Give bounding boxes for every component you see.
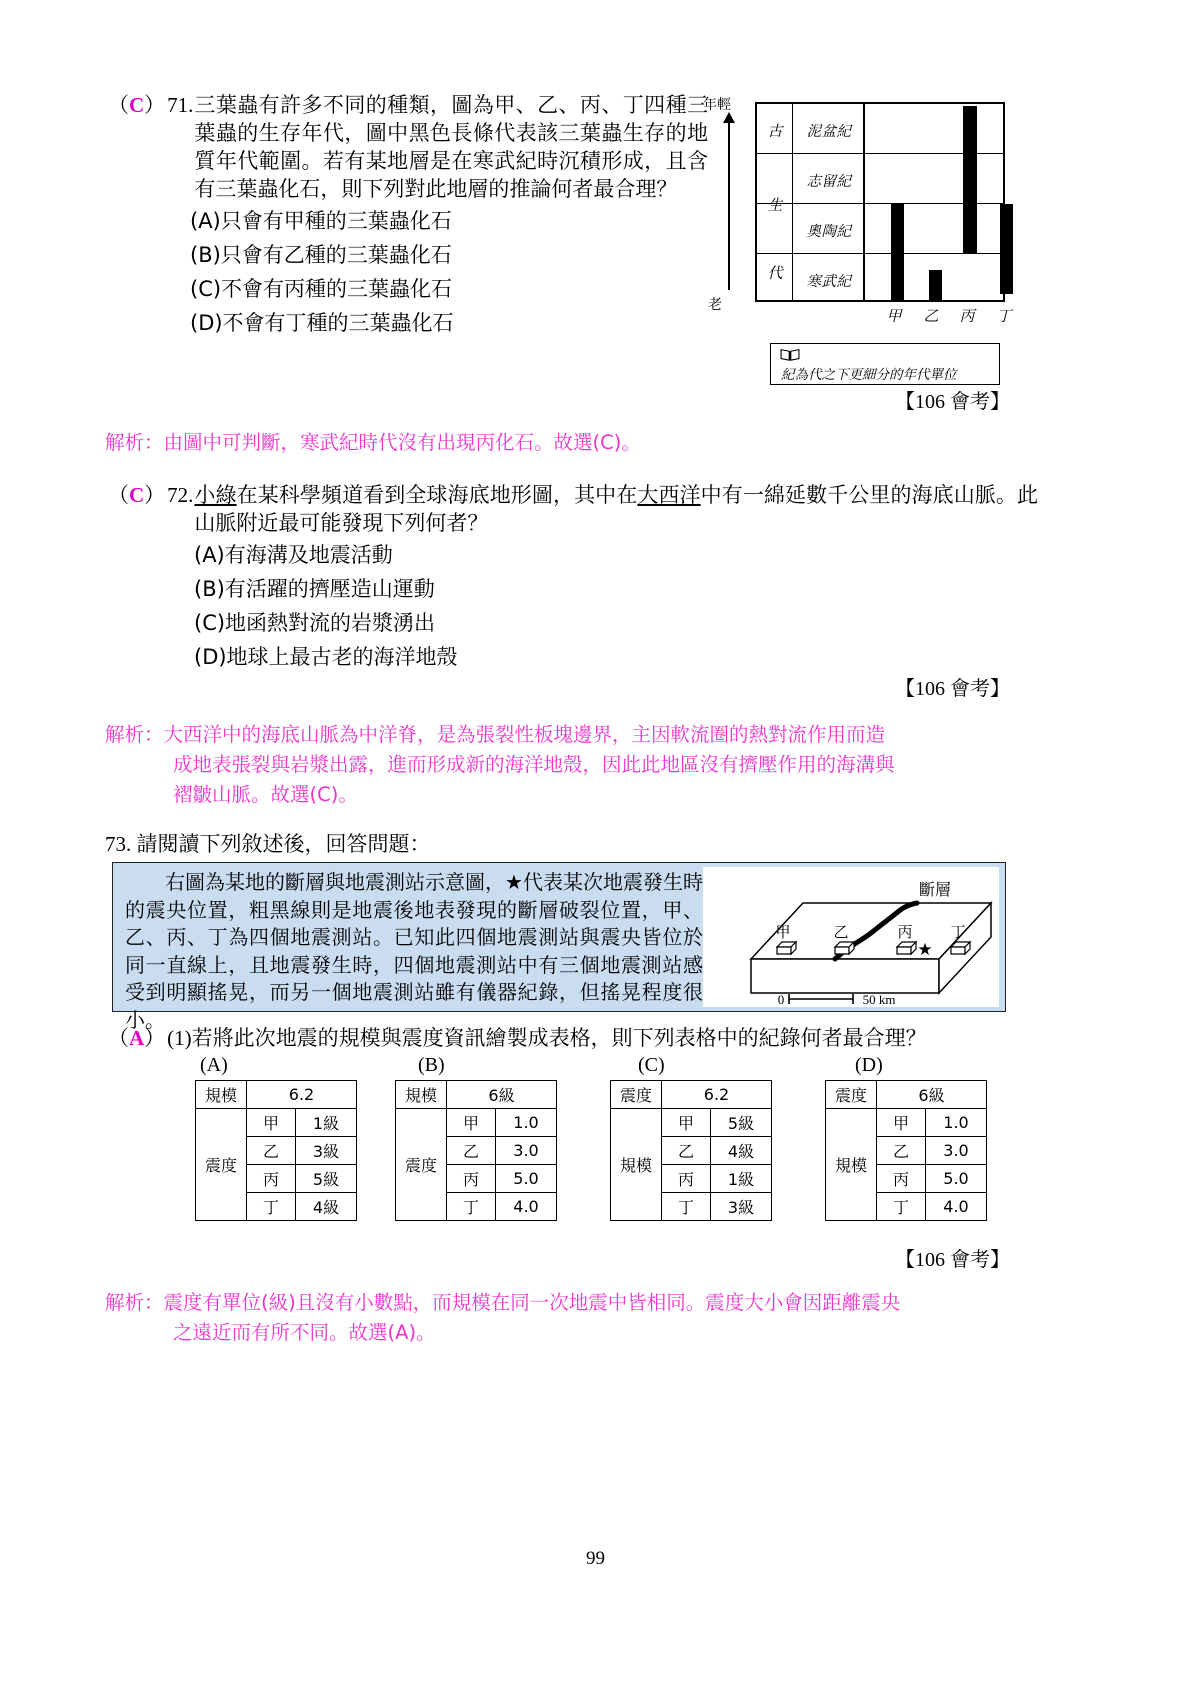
table-c-station-1: 甲: [662, 1109, 711, 1137]
table-b-value-3: 5.0: [496, 1165, 557, 1193]
table-row: [826, 1081, 987, 1109]
chart-era-char-2: 生: [767, 196, 783, 214]
chart-era-char-3: 代: [767, 264, 783, 282]
chart-grid: [755, 102, 1005, 302]
table-a-value-3: 5級: [296, 1165, 357, 1193]
table-a-station-2: 乙: [247, 1137, 296, 1165]
station-label-bing: 丙: [897, 923, 913, 941]
table-row: [611, 1081, 772, 1109]
table-d-station-3: 丙: [877, 1165, 926, 1193]
chart-period-cambrian: 寒武紀: [806, 274, 852, 290]
table-b-station-4: 丁: [447, 1193, 496, 1221]
question-73-passage-box: [112, 862, 1006, 1032]
question-71-option-b: (B)只會有乙種的三葉蟲化石: [190, 242, 452, 267]
chart-axis-label-old: 老: [708, 297, 722, 313]
question-72-stem-part2: 在某科學頻道看到全球海底地形圖，其中在: [236, 483, 638, 507]
question-73-number: 73.: [105, 832, 132, 856]
answer-table-b: [395, 1080, 557, 1221]
table-c-value-3: 1級: [711, 1165, 772, 1193]
table-letter-d: (D): [855, 1054, 883, 1076]
table-letter-b: (B): [418, 1054, 445, 1076]
question-71-stem: 三葉蟲有許多不同的種類，圖為甲、乙、丙、丁四種三葉蟲的生存年代，圖中黑色長條代表該三葉蟲生存的地質年代範圍。若有某地層是在寒武紀時沉積形成，且含有三葉蟲化石，則下列對此地層的推論何者最合理？: [194, 93, 708, 201]
question-72-option-a: (A)有海溝及地震活動: [194, 542, 393, 567]
scale-value: 50 km: [862, 992, 896, 1007]
table-c-header-value: 6.2: [662, 1081, 772, 1109]
station-label-jia: 甲: [775, 923, 791, 941]
chart-bar-ding: [1000, 204, 1013, 294]
question-71-option-c: (C)不會有丙種的三葉蟲化石: [190, 276, 453, 301]
table-c-station-2: 乙: [662, 1137, 711, 1165]
answer-table-a: [195, 1080, 357, 1221]
table-row: [396, 1109, 557, 1137]
question-72-source: 【106 會考】: [895, 678, 1010, 700]
question-72-answer: C: [129, 483, 145, 507]
question-72-explanation-line-1: 解析：大西洋中的海底山脈為中洋脊，是為張裂性板塊邊界，主因軟流圈的熱對流作用而造: [105, 723, 886, 746]
table-c-station-4: 丁: [662, 1193, 711, 1221]
table-b-value-1: 1.0: [496, 1109, 557, 1137]
chart-period-ordovician: 奧陶紀: [806, 224, 852, 240]
table-b-value-2: 3.0: [496, 1137, 557, 1165]
question-72-explanation: [105, 720, 1115, 811]
chart-period-silurian: 志留紀: [806, 174, 852, 190]
fault-block-svg: [703, 867, 999, 1007]
question-73-explanation-line-2: 之遠近而有所不同。故選(A)。: [173, 1321, 436, 1345]
table-c-value-1: 5級: [711, 1109, 772, 1137]
question-73-explanation: [105, 1288, 1125, 1348]
table-d-station-4: 丁: [877, 1193, 926, 1221]
table-c-station-3: 丙: [662, 1165, 711, 1193]
answer-table-d: [825, 1080, 987, 1221]
chart-note-text: 紀為代之下更細分的年代單位: [781, 367, 957, 383]
chart-bar-bing: [963, 106, 977, 254]
chart-axis-line: [728, 120, 730, 290]
chart-note-box: [770, 343, 1000, 385]
question-73-passage-text: 右圖為某地的斷層與地震測站示意圖，★代表某次地震發生時的震央位置，粗黑線則是地震後地表發現的斷層破裂位置，甲、乙、丙、丁為四個地震測站。已知此四個地震測站與震央皆位於同一直線上，且地震發生時，四個地震測站中有三個地震測站感受到明顯搖晃，而另一個地震測站雖有儀器紀錄，但搖晃程度很小。: [125, 870, 703, 1032]
question-73-sub1-text: 若將此次地震的規模與震度資訊繪製成表格，則下列表格中的紀錄何者最合理？: [191, 1026, 927, 1050]
chart-bar-jia: [891, 204, 904, 300]
question-72: [108, 482, 1038, 674]
table-row: [826, 1109, 987, 1137]
table-c-value-2: 4級: [711, 1137, 772, 1165]
question-72-stem-part4: 中有一綿延數千公里的海底山脈。此山脈附近最可能發現下列何者？: [194, 483, 1039, 535]
chart-era-char-1: 古: [767, 122, 783, 140]
chart-label-ding: 丁: [996, 307, 1012, 325]
table-d-header-label: 震度: [826, 1081, 877, 1109]
table-a-value-4: 4級: [296, 1193, 357, 1221]
table-a-station-3: 丙: [247, 1165, 296, 1193]
table-a-value-1: 1級: [296, 1109, 357, 1137]
chart-period-devonian: 泥盆紀: [806, 124, 852, 140]
table-a-header-value: 6.2: [247, 1081, 357, 1109]
question-72-explanation-line-3: 褶皺山脈。故選(C)。: [173, 783, 358, 807]
question-71-source: 【106 會考】: [895, 391, 1010, 413]
table-b-group-label: 震度: [396, 1109, 447, 1221]
question-72-explanation-line-2: 成地表張裂與岩漿出露，進而形成新的海洋地殼，因此此地區沒有擠壓作用的海溝與: [173, 753, 895, 777]
chart-label-jia: 甲: [886, 307, 902, 325]
question-73-source: 【106 會考】: [895, 1249, 1010, 1271]
question-72-option-d: (D)地球上最古老的海洋地殼: [194, 644, 458, 669]
table-d-station-2: 乙: [877, 1137, 926, 1165]
table-a-value-2: 3級: [296, 1137, 357, 1165]
epicenter-star-icon: ★: [917, 940, 933, 959]
table-b-station-2: 乙: [447, 1137, 496, 1165]
table-d-value-4: 4.0: [926, 1193, 987, 1221]
question-73-explanation-line-1: 解析：震度有單位(級)且沒有小數點，而規模在同一次地震中皆相同。震度大小會因距離震央: [105, 1291, 901, 1314]
question-73-sub1: [108, 1022, 1068, 1052]
table-row: [196, 1109, 357, 1137]
question-73-lead: 請閱讀下列敘述後，回答問題：: [136, 832, 431, 856]
chart-axis-label-young: 年輕: [703, 97, 731, 113]
question-73-header: [105, 828, 431, 858]
table-d-station-1: 甲: [877, 1109, 926, 1137]
answer-table-c: [610, 1080, 772, 1221]
open-book-icon: [780, 348, 800, 361]
table-b-station-1: 甲: [447, 1109, 496, 1137]
question-72-option-c: (C)地函熱對流的岩漿湧出: [194, 610, 436, 635]
question-72-answer-bracket: （C）: [108, 483, 166, 507]
table-c-group-label: 規模: [611, 1109, 662, 1221]
question-71: [108, 92, 708, 340]
question-72-stem: [194, 482, 1038, 538]
chart-bar-yi: [929, 270, 942, 300]
table-b-value-4: 4.0: [496, 1193, 557, 1221]
chart-axis-arrow-icon: [723, 112, 735, 123]
table-d-header-value: 6級: [877, 1081, 987, 1109]
table-a-group-label: 震度: [196, 1109, 247, 1221]
question-72-header: [108, 482, 1038, 538]
table-b-station-3: 丙: [447, 1165, 496, 1193]
fault-label: 斷層: [918, 880, 952, 899]
fault-block-figure: [703, 867, 999, 1007]
question-72-number: 72.: [167, 483, 194, 507]
question-73-sub1-answer-bracket: （A）: [108, 1026, 166, 1050]
table-a-station-4: 丁: [247, 1193, 296, 1221]
question-71-option-a: (A)只會有甲種的三葉蟲化石: [190, 208, 452, 233]
question-71-option-d: (D)不會有丁種的三葉蟲化石: [190, 310, 454, 335]
scale-zero: 0: [777, 992, 785, 1007]
table-a-header-label: 規模: [196, 1081, 247, 1109]
station-label-ding: 丁: [950, 923, 966, 941]
station-label-yi: 乙: [833, 923, 849, 941]
question-73-sub1-label: (1): [167, 1026, 192, 1050]
table-row: [611, 1109, 772, 1137]
table-d-value-2: 3.0: [926, 1137, 987, 1165]
table-d-value-1: 1.0: [926, 1109, 987, 1137]
table-c-header-label: 震度: [611, 1081, 662, 1109]
table-a-station-1: 甲: [247, 1109, 296, 1137]
question-71-header: [108, 92, 708, 204]
chart-label-yi: 乙: [923, 307, 939, 325]
question-71-explanation: 解析：由圖中可判斷，寒武紀時代沒有出現丙化石。故選(C)。: [105, 431, 641, 454]
table-c-value-4: 3級: [711, 1193, 772, 1221]
table-d-group-label: 規模: [826, 1109, 877, 1221]
chart-label-bing: 丙: [959, 307, 975, 325]
table-row: [196, 1081, 357, 1109]
question-72-stem-ocean: 大西洋: [637, 483, 701, 507]
table-b-header-value: 6級: [447, 1081, 557, 1109]
table-b-header-label: 規模: [396, 1081, 447, 1109]
table-row: [396, 1081, 557, 1109]
question-73-sub1-answer: A: [129, 1026, 145, 1050]
question-71-answer: C: [129, 93, 145, 117]
table-letter-a: (A): [200, 1054, 228, 1076]
page-number: 99: [586, 1548, 605, 1569]
geologic-era-chart: [700, 92, 1012, 325]
question-72-stem-name: 小綠: [194, 483, 237, 507]
question-71-number: 71.: [167, 93, 194, 117]
question-71-answer-bracket: （C）: [108, 93, 166, 117]
table-letter-c: (C): [638, 1054, 665, 1076]
table-d-value-3: 5.0: [926, 1165, 987, 1193]
question-72-option-b: (B)有活躍的擠壓造山運動: [194, 576, 435, 601]
